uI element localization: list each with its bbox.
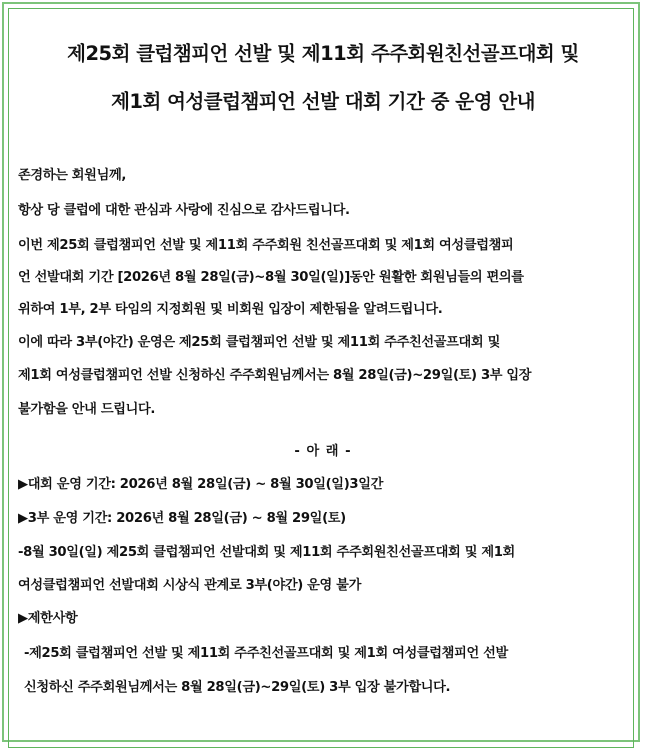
notice-title-line-1: 제25회 클럽챔피언 선발 및 제11회 주주회원친선골프대회 및 — [67, 42, 579, 65]
paragraph-night-line-1: 이에 따라 3부(야간) 운영은 제25회 클럽챔피언 선발 및 제11회 주주친선골프대회 및 — [18, 335, 500, 350]
paragraph-restriction-line-1: 이번 제25회 클럽챔피언 선발 및 제11회 주주회원 친선골프대회 및 제1회 여성클럽챔피 — [18, 238, 514, 253]
paragraph-night-line-2: 제1회 여성클럽챔피언 선발 신청하신 주주회원님께서는 8월 28일(금)~29일(토) 3부 입장 — [18, 368, 532, 383]
item-restrictions-note-line-2: 신청하신 주주회원님께서는 8월 28일(금)~29일(토) 3부 입장 불가합니다. — [24, 680, 451, 695]
notice-title-line-2: 제1회 여성클럽챔피언 선발 대회 기간 중 운영 안내 — [111, 90, 535, 113]
paragraph-restriction-line-3: 위하여 1부, 2부 타임의 지정회원 및 비회원 입장이 제한됨을 알려드립니다. — [18, 302, 443, 317]
item-event-period: ▶대회 운영 기간: 2026년 8월 28일(금) ~ 8월 30일(일)3일간 — [18, 477, 383, 492]
notice-heading: - 아 래 - — [294, 444, 352, 459]
item-restrictions: ▶제한사항 — [18, 611, 78, 626]
item-night-note-line-2: 여성클럽챔피언 선발대회 시상식 관계로 3부(야간) 운영 불가 — [18, 578, 361, 593]
paragraph-thanks: 항상 당 클럽에 대한 관심과 사랑에 진심으로 감사드립니다. — [18, 203, 350, 218]
paragraph-night-line-3: 불가함을 안내 드립니다. — [18, 402, 156, 417]
item-restrictions-note-line-1: -제25회 클럽챔피언 선발 및 제11회 주주친선골프대회 및 제1회 여성클럽챔피언 선발 — [24, 646, 508, 661]
paragraph-restriction-line-2: 언 선발대회 기간 [2026년 8월 28일(금)~8월 30일(일)]동안 원활한 회원님들의 편의를 — [18, 270, 524, 285]
item-night-note-line-1: -8월 30일(일) 제25회 클럽챔피언 선발대회 및 제11회 주주회원친선골프대회 및 제1회 — [18, 545, 515, 560]
greeting: 존경하는 회원님께, — [18, 168, 127, 183]
item-night-period: ▶3부 운영 기간: 2026년 8월 28일(금) ~ 8월 29일(토) — [18, 511, 346, 526]
